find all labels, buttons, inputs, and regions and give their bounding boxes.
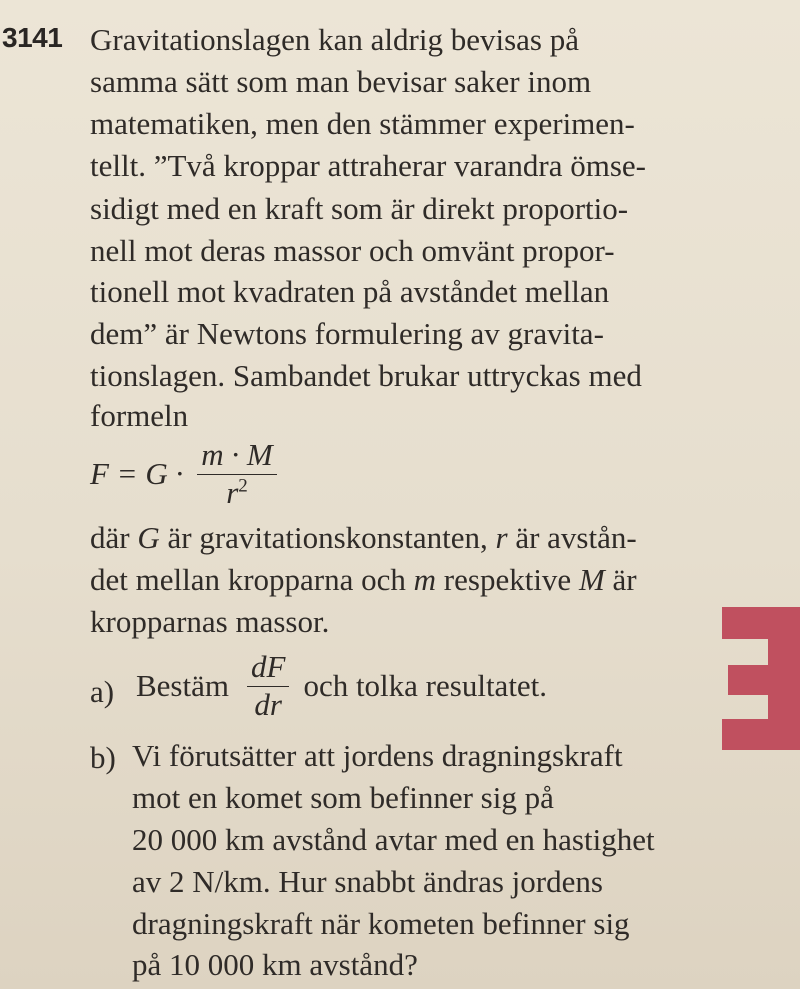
part-b-line-1: Vi förutsätter att jordens dragningskraft (132, 738, 623, 773)
intro-line-4: tellt. ”Två kroppar attraherar varandra ömse- (90, 148, 646, 183)
part-b-line-3: 20 000 km avstånd avtar med en hastighet (132, 822, 655, 857)
part-b-line-2: mot en komet som befinner sig på (132, 780, 554, 815)
derivative-denominator: dr (254, 687, 282, 723)
part-b-line-6: på 10 000 km avstånd? (132, 947, 418, 982)
part-a-after: och tolka resultatet. (303, 668, 548, 704)
text-segment: är gravitationskonstanten, (159, 520, 496, 555)
part-b-line-4: av 2 N/km. Hur snabbt ändras jordens (132, 864, 603, 899)
after-formula-line-3: kropparnas massor. (90, 604, 330, 639)
text-segment: det mellan kropparna och (90, 562, 414, 597)
text-segment: är avstån- (507, 520, 637, 555)
chapter-tab-icon (722, 607, 800, 750)
formula-denominator (226, 475, 248, 511)
variable-big-m: M (578, 562, 605, 597)
formula-denominator-base: r (226, 475, 239, 511)
intro-line-7: tionell mot kvadraten på avståndet mellan (90, 274, 610, 309)
text-segment: respektive (436, 562, 579, 597)
intro-line-10: formeln (90, 398, 189, 433)
intro-line-3: matematiken, men den stämmer experimen- (90, 106, 635, 141)
text-segment: där (90, 520, 138, 555)
variable-r: r (495, 520, 508, 555)
problem-number: 3141 (2, 22, 63, 53)
formula-fraction (197, 438, 276, 511)
intro-line-1: Gravitationslagen kan aldrig bevisas på (90, 22, 579, 57)
intro-line-9: tionslagen. Sambandet brukar uttryckas med (90, 358, 642, 393)
after-formula-line-1 (90, 522, 637, 553)
intro-line-8: dem” är Newtons formulering av gravita- (90, 316, 604, 351)
gravitation-formula (90, 438, 277, 511)
part-b-label: b) (90, 740, 116, 775)
part-a-label: a) (90, 674, 115, 709)
intro-line-5: sidigt med en kraft som är direkt proportio- (90, 191, 629, 226)
derivative-fraction (247, 650, 289, 723)
variable-g: G (137, 520, 160, 555)
intro-line-6: nell mot deras massor och omvänt propor- (90, 233, 615, 268)
text-segment: är (604, 562, 637, 597)
after-formula-line-2 (90, 564, 637, 595)
part-a-before: Bestäm (136, 668, 229, 704)
part-a-text (136, 650, 547, 723)
formula-lhs: F = G · (90, 456, 184, 492)
part-b-line-5: dragningskraft när kometen befinner sig (132, 906, 630, 941)
formula-numerator: m · M (197, 438, 276, 475)
variable-m: m (413, 562, 437, 597)
formula-denominator-exponent: 2 (238, 475, 248, 497)
derivative-numerator: dF (247, 650, 289, 687)
intro-line-2: samma sätt som man bevisar saker inom (90, 64, 592, 99)
